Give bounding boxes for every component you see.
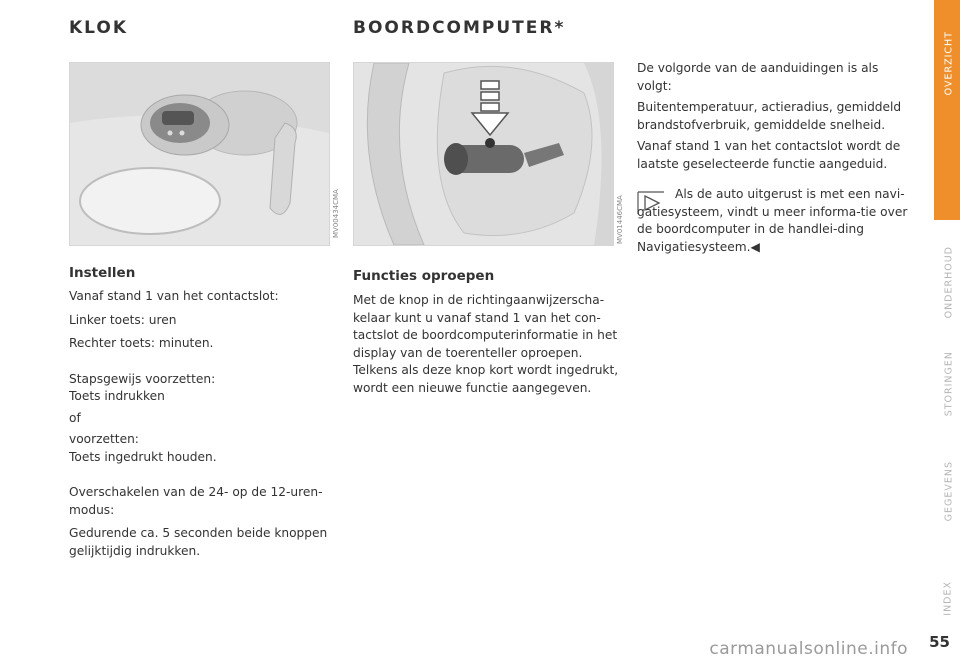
fast-action: Toets ingedrukt houden. [69,449,217,464]
paragraph: Vanaf stand 1 van het contactslot wordt de laatste geselecteerde functie aangeduid. [637,139,901,171]
clock-photo [69,62,330,246]
section-heading-klok: KLOK [69,18,129,38]
navigation-note: Als de auto uitgerust is met een navi-gatiesysteem, vindt u meer informa-tie over de boordcomputer in de handlei-ding Navigatiesysteem.◀ [637,187,908,254]
or-text: of [69,410,81,425]
stalk-photo [353,62,614,246]
paragraph: Met de knop in de richtingaanwijzerscha-kelaar kunt u vanaf stand 1 van het con-tactslot de boordcomputerinformatie in het display van de toerenteller oproepen. Telkens als deze knop kort wordt ingedrukt, wordt een nieuwe functie aangegeven. [353,293,619,395]
forward-label: Stapsgewijs voorzetten: [69,371,216,386]
page-number: 55 [929,633,950,651]
middle-text-block [353,292,625,397]
tab-gegevens[interactable]: GEGEVENS [943,461,954,522]
photo-code-middle: MV01446CMA [616,195,624,244]
photo-code-left: MV00434CMA [332,189,340,238]
forward-action: Toets indrukken [69,389,165,403]
clock-illustration [70,63,329,245]
tab-onderhoud[interactable]: ONDERHOUD [943,246,954,319]
tab-bediening[interactable]: BEDIENING [943,141,954,209]
footer-watermark: carmanualsonline.info [709,639,908,659]
left-text-block [69,288,339,560]
tab-storingen[interactable]: STORINGEN [943,351,954,417]
paragraph: Buitentemperatuur, actieradius, gemiddeld brandstofverbruik, gemiddelde snelheid. [637,100,902,132]
paragraph: De volgorde van de aanduidingen is als volgt: [637,61,879,93]
section-sidebar [932,0,960,663]
mode-action: Gedurende ca. 5 seconden beide knoppen gelijktijdig indrukken. [69,526,328,558]
tab-overzicht[interactable]: OVERZICHT [943,31,954,96]
section-heading-boordcomputer: BOORDCOMPUTER* [353,18,566,38]
stalk-illustration [354,63,613,245]
tab-index[interactable]: INDEX [943,581,954,616]
paragraph: Vanaf stand 1 van het contactslot: [69,289,279,303]
fast-label: voorzetten: [69,432,139,446]
paragraph: Linker toets: uren [69,312,177,327]
paragraph: Rechter toets: minuten. [69,336,214,350]
subheading-instellen: Instellen [69,265,136,281]
right-text-block [637,60,909,173]
subheading-functies-oproepen: Functies oproepen [353,268,495,284]
mode-title: Overschakelen van de 24- op de 12-uren-modus: [69,485,323,517]
